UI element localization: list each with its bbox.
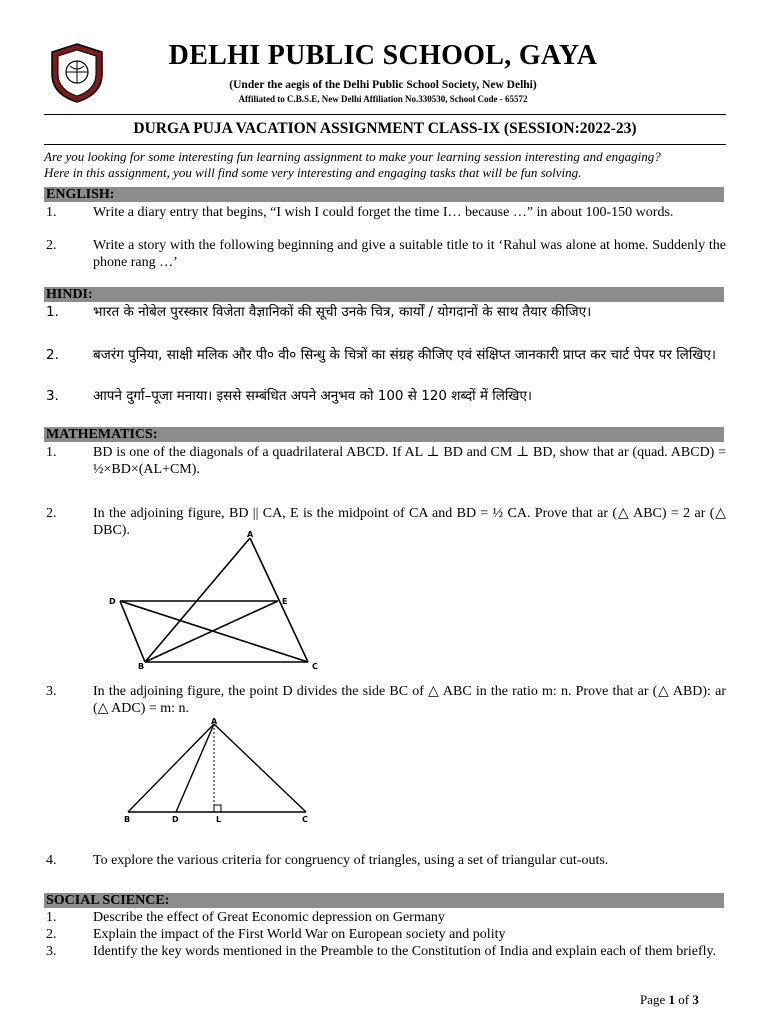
figure-quadrilateral-triangles	[100, 530, 330, 670]
item-number: 1.	[46, 304, 59, 320]
intro-line-1: Are you looking for some interesting fun learning assignment to make your learning session interesting and engaging?	[44, 149, 661, 164]
item-text: Explain the impact of the First World War on European society and polity	[93, 927, 506, 942]
list-item	[44, 346, 726, 365]
item-text: In the adjoining figure, BD || CA, E is the midpoint of CA and BD = ½ CA. Prove that ar (△ ABC) = 2 ar (△ DBC).	[93, 506, 726, 538]
item-number: 2.	[46, 927, 57, 942]
section-heading-hindi: HINDI:	[44, 287, 724, 302]
item-number: 2.	[46, 238, 57, 253]
item-text: Write a story with the following beginning and give a suitable title to it ‘Rahul was alone at home. Suddenly the phone rang …’	[93, 238, 726, 270]
list-item	[44, 943, 726, 960]
school-name: DELHI PUBLIC SCHOOL, GAYA	[168, 40, 598, 71]
item-number: 2.	[46, 506, 57, 521]
list-item	[44, 387, 726, 406]
intro-line-2: Here in this assignment, you will find some very interesting and engaging tasks that will be fun solving.	[44, 164, 582, 180]
item-number: 3.	[46, 684, 57, 699]
header-rule	[44, 114, 726, 115]
item-text: Identify the key words mentioned in the Preamble to the Constitution of India and explain each of them briefly.	[93, 944, 717, 959]
item-text: In the adjoining figure, the point D divides the side BC of △ ABC in the ratio m: n. Prove that ar (△ ABD): ar (△ ADC) = m: n.	[93, 684, 726, 716]
figure-triangle-divided-side	[118, 718, 318, 826]
list-item	[44, 303, 726, 322]
list-item	[44, 683, 726, 717]
assignment-title: DURGA PUJA VACATION ASSIGNMENT CLASS-IX (SESSION:2022-23)	[133, 120, 637, 137]
item-text: आपने दुर्गा–पूजा मनाया। इससे सम्बंधित अपने अनुभव को 100 से 120 शब्दों में लिखिए।	[93, 388, 533, 404]
page-number	[640, 992, 699, 1008]
aegis-line: (Under the aegis of the Delhi Public School Society, New Delhi)	[229, 79, 537, 91]
item-text: BD is one of the diagonals of a quadrilateral ABCD. If AL ⊥ BD and CM ⊥ BD, show that ar (quad. ABCD) = ½×BD×(AL+CM).	[93, 445, 726, 477]
item-number: 3.	[46, 388, 59, 404]
figure1-label-e: E	[282, 597, 288, 606]
list-item	[44, 444, 726, 478]
figure2-label-c: C	[302, 815, 308, 824]
list-item	[44, 909, 726, 926]
list-item	[44, 926, 726, 943]
page-current: 1	[668, 992, 676, 1007]
section-heading-mathematics: MATHEMATICS:	[44, 427, 724, 442]
item-text: To explore the various criteria for congruency of triangles, using a set of triangular cut-outs.	[93, 853, 609, 868]
item-number: 4.	[46, 853, 57, 868]
figure2-label-d: D	[172, 815, 179, 824]
affiliation-line: Affiliated to C.B.S.E, New Delhi Affiliation No.330530, School Code - 65572	[238, 94, 528, 104]
page-total: 3	[692, 992, 699, 1007]
item-text: Describe the effect of Great Economic depression on Germany	[93, 910, 445, 925]
intro-text	[44, 149, 734, 180]
page-word: Page	[640, 992, 666, 1007]
figure1-label-c: C	[312, 662, 318, 670]
section-heading-social-science: SOCIAL SCIENCE:	[44, 893, 724, 908]
figure2-label-a: A	[211, 718, 218, 726]
list-item	[44, 237, 726, 271]
item-text: भारत के नोबेल पुरस्कार विजेता वैज्ञानिकों की सूची उनके चित्र, कार्यों / योगदानों के साथ तैयार कीजिए।	[93, 304, 592, 320]
figure1-label-d: D	[109, 597, 116, 606]
figure2-label-b: B	[124, 815, 131, 824]
item-number: 3.	[46, 944, 57, 959]
item-text: बजरंग पुनिया, साक्षी मलिक और पी० वी० सिन्धु के चित्रों का संग्रह कीजिए एवं संक्षिप्त जानकारी प्राप्त कर चार्ट पेपर पर लिखिए।	[93, 347, 716, 363]
school-crest-logo	[48, 42, 106, 104]
page-of: of	[678, 992, 690, 1007]
item-number: 1.	[46, 910, 57, 925]
item-number: 2.	[46, 347, 59, 363]
title-rule	[44, 144, 726, 145]
figure1-label-a: A	[247, 530, 254, 539]
list-item	[44, 204, 726, 221]
figure2-label-l: L	[216, 815, 222, 824]
item-number: 1.	[46, 445, 57, 460]
item-number: 1.	[46, 205, 57, 220]
item-text: Write a diary entry that begins, “I wish I could forget the time I… because …” in about 100-150 words.	[93, 205, 674, 220]
list-item	[44, 852, 726, 869]
figure1-label-b: B	[138, 662, 145, 670]
section-heading-english: ENGLISH:	[44, 187, 724, 202]
